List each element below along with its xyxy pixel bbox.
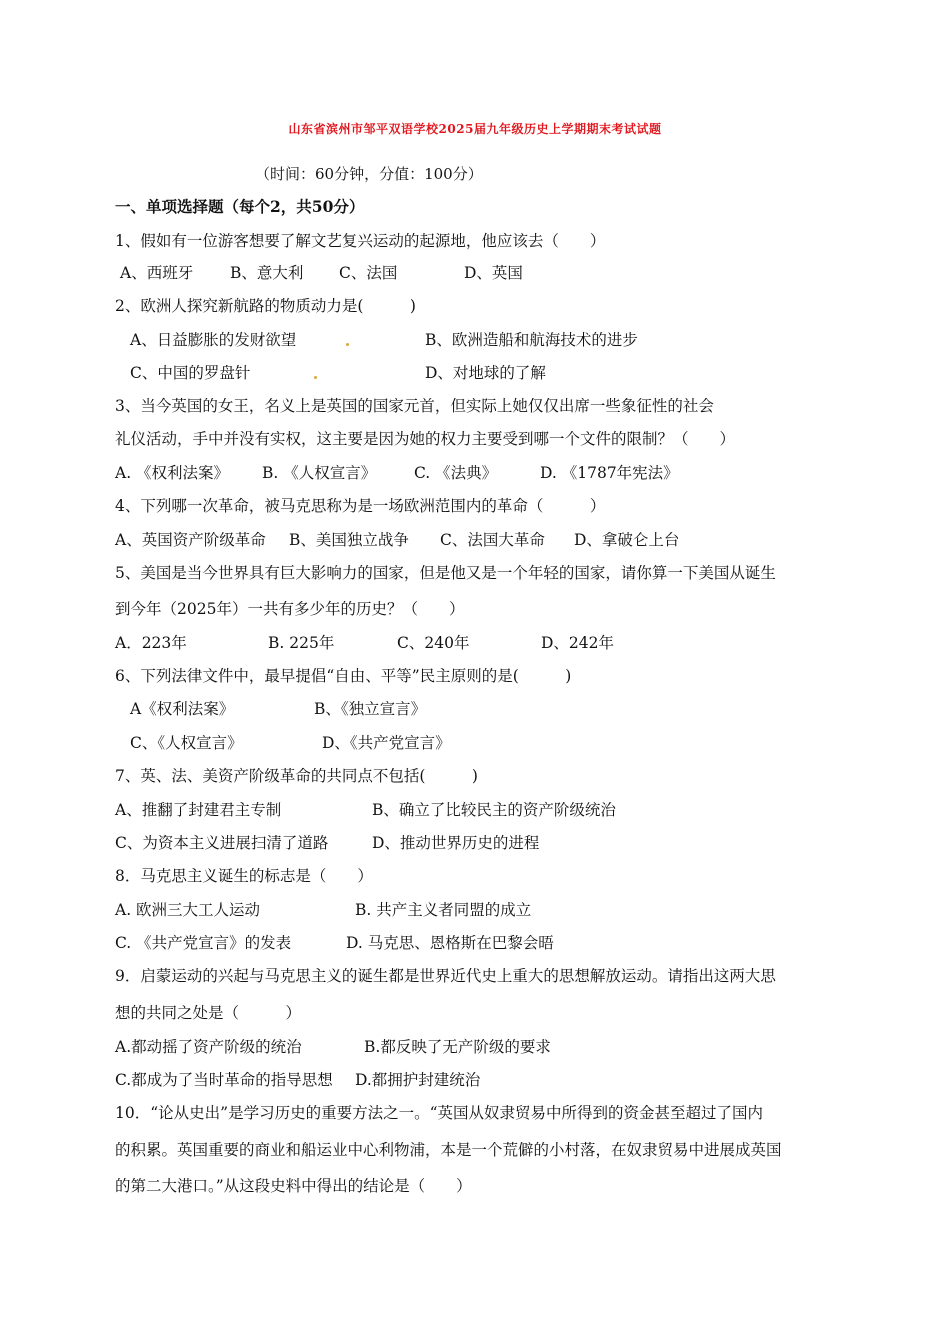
option: D、《共产党宣言》 bbox=[322, 734, 451, 752]
option: C、240年 bbox=[397, 634, 470, 652]
option: D.都拥护封建统治 bbox=[355, 1071, 481, 1089]
option: B. 《人权宣言》 bbox=[262, 464, 377, 482]
question-stem: 想的共同之处是（ ） bbox=[115, 1004, 302, 1022]
option: C、为资本主义进展扫清了道路 bbox=[115, 834, 329, 852]
question-stem: 礼仪活动，手中并没有实权，这主要是因为她的权力主要受到哪一个文件的限制？（ ） bbox=[115, 430, 736, 448]
option: A. 《权利法案》 bbox=[115, 464, 230, 482]
option: B、《独立宣言》 bbox=[314, 700, 427, 718]
option: B、欧洲造船和航海技术的进步 bbox=[425, 331, 638, 349]
option: B. 225年 bbox=[268, 634, 335, 652]
page-title: 山东省滨州市邹平双语学校2025届九年级历史上学期期末考试试题 bbox=[288, 122, 662, 136]
ink-dot bbox=[346, 343, 349, 346]
question-stem: 5、美国是当今世界具有巨大影响力的国家，但是他又是一个年轻的国家，请你算一下美国从诞生 bbox=[115, 564, 776, 582]
question-stem: 的第二大港口。”从这段史料中得出的结论是（ ） bbox=[115, 1177, 472, 1195]
section-heading: 一、单项选择题（每个2，共50分） bbox=[115, 197, 365, 216]
ink-dot bbox=[314, 376, 317, 379]
option: D. 《1787年宪法》 bbox=[540, 464, 679, 482]
option: C、法国大革命 bbox=[440, 531, 545, 549]
question-stem: 10．“论从史出”是学习历史的重要方法之一。“英国从奴隶贸易中所得到的资金甚至超过了国内 bbox=[115, 1104, 763, 1122]
option: B、意大利 bbox=[230, 264, 304, 282]
option: D、242年 bbox=[541, 634, 615, 652]
option: B.都反映了无产阶级的要求 bbox=[364, 1038, 551, 1056]
option: D、对地球的了解 bbox=[425, 364, 546, 382]
question-stem: 4、下列哪一次革命，被马克思称为是一场欧洲范围内的革命（ ） bbox=[115, 497, 606, 515]
option: D. 马克思、恩格斯在巴黎会晤 bbox=[346, 934, 554, 952]
question-stem: 8．马克思主义诞生的标志是（ ） bbox=[115, 867, 373, 885]
question-stem: 2、欧洲人探究新航路的物质动力是( ) bbox=[115, 297, 416, 315]
option: D、英国 bbox=[464, 264, 523, 282]
option: A、推翻了封建君主专制 bbox=[115, 801, 282, 819]
option: A、西班牙 bbox=[120, 264, 194, 282]
page-subtitle: （时间：60分钟，分值：100分） bbox=[255, 165, 483, 183]
question-stem: 到今年（2025年）一共有多少年的历史？（ ） bbox=[115, 600, 465, 618]
option: C. 《共产党宣言》的发表 bbox=[115, 934, 292, 952]
option: A、日益膨胀的发财欲望 bbox=[130, 331, 297, 349]
option: C. 《法典》 bbox=[414, 464, 498, 482]
option: A.都动摇了资产阶级的统治 bbox=[115, 1038, 302, 1056]
question-stem: 1、假如有一位游客想要了解文艺复兴运动的起源地，他应该去（ ） bbox=[115, 232, 606, 250]
option: B、美国独立战争 bbox=[289, 531, 409, 549]
option: A. 欧洲三大工人运动 bbox=[115, 901, 261, 919]
question-stem: 的积累。英国重要的商业和船运业中心利物浦，本是一个荒僻的小村落，在奴隶贸易中进展成英国 bbox=[115, 1141, 782, 1159]
option: A．223年 bbox=[115, 634, 187, 652]
option: A、英国资产阶级革命 bbox=[115, 531, 266, 549]
question-stem: 7、英、法、美资产阶级革命的共同点不包括( ) bbox=[115, 767, 478, 785]
question-stem: 6、下列法律文件中，最早提倡“自由、平等”民主原则的是( ) bbox=[115, 667, 572, 685]
option: B. 共产主义者同盟的成立 bbox=[355, 901, 532, 919]
option: B、确立了比较民主的资产阶级统治 bbox=[372, 801, 616, 819]
option: C、法国 bbox=[339, 264, 398, 282]
question-stem: 3、当今英国的女王，名义上是英国的国家元首，但实际上她仅仅出席一些象征性的社会 bbox=[115, 397, 714, 415]
option: C、《人权宣言》 bbox=[130, 734, 243, 752]
option: A《权利法案》 bbox=[130, 700, 235, 718]
option: C、中国的罗盘针 bbox=[130, 364, 251, 382]
option: D、推动世界历史的进程 bbox=[372, 834, 540, 852]
question-stem: 9．启蒙运动的兴起与马克思主义的诞生都是世界近代史上重大的思想解放运动。请指出这两大思 bbox=[115, 967, 776, 985]
option: C.都成为了当时革命的指导思想 bbox=[115, 1071, 333, 1089]
option: D、拿破仑上台 bbox=[574, 531, 680, 549]
